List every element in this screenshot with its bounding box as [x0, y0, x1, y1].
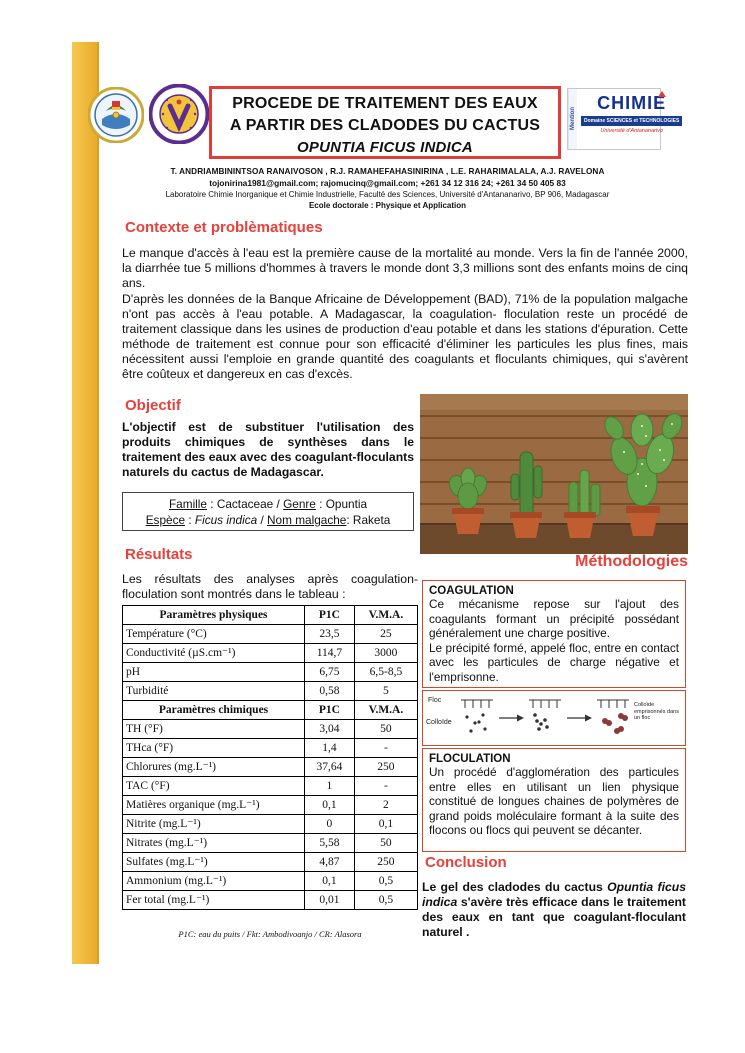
col-header-p1c: P1C — [305, 606, 355, 625]
laboratory-line: Laboratoire Chimie Inorganique et Chimie Industrielle, Faculté des Sciences, Université d'Antananarivo, BP 906, Madagascar — [165, 190, 610, 199]
conclusion-part-1: Le gel des cladodes du cactus — [422, 880, 608, 894]
conclusion-species-name: Opuntia ficus indica — [422, 880, 686, 909]
table-row — [123, 758, 418, 777]
table-row — [123, 644, 418, 663]
coagulation-text-2: Le précipité formé, appelé floc, entre en contact avec les particules de charge négative et l'emprisonne. — [429, 640, 679, 684]
param-cell: Fer total (mg.L⁻¹) — [123, 891, 305, 910]
value-cell: 50 — [354, 720, 417, 739]
param-cell: pH — [123, 663, 305, 682]
faculty-emblem-icon — [149, 84, 209, 144]
section-heading-contexte: Contexte et problèmatiques — [125, 219, 323, 236]
taxonomy-famille-label: Famille — [168, 497, 207, 511]
section-title-cell: Paramètres chimiques — [123, 701, 305, 720]
conclusion-text — [422, 880, 686, 940]
value-cell: 0 — [305, 815, 355, 834]
value-cell: 37,64 — [305, 758, 355, 777]
table-row — [123, 739, 418, 758]
param-cell: Turbidité — [123, 682, 305, 701]
taxonomy-espece-sep: : — [185, 513, 195, 527]
table-section-header — [123, 606, 418, 625]
section-title-cell: Paramètres physiques — [123, 606, 305, 625]
chimie-logo-main — [577, 89, 685, 149]
col-header-p1c: P1C — [305, 701, 355, 720]
param-cell: Conductivité (µS.cm⁻¹) — [123, 644, 305, 663]
section-heading-resultats: Résultats — [125, 546, 193, 563]
taxonomy-box — [122, 492, 414, 531]
contexte-paragraph-2: D'après les données de la Banque Africaine de Développement (BAD), 71% de la population malgache n'ont pas accès à l'eau potable. A Madagascar, la coagulation- floculation reste un procédé de traitement classique dans les usines de production d'eau potable et dans les stations d'épuration. Cette méthode de traitement est connue pour son efficacité d'éliminer les particules les plus fines, mais nécessitent aussi l'emploie en grande quantité des coagulants et floculants chimiques, qui s'avèrent être coûteux et dangereux en cas d'excès. — [122, 292, 688, 381]
taxonomy-genre-value: : Opuntia — [315, 497, 368, 511]
table-row — [123, 663, 418, 682]
title-line-2: A PARTIR DES CLADODES DU CACTUS — [229, 117, 541, 134]
chimie-domain-label: Domaine SCIENCES et TECHNOLOGIES — [581, 116, 682, 126]
coagulation-text-1: Ce mécanisme repose sur l'ajout des coagulants formant un précipité possédant généralement une charge positive. — [429, 597, 679, 641]
taxonomy-espece-mid: / — [257, 513, 268, 527]
poster-title-box — [209, 86, 561, 159]
value-cell: 0,5 — [354, 872, 417, 891]
param-cell: TH (°F) — [123, 720, 305, 739]
table-row — [123, 815, 418, 834]
taxonomy-nom-label: Nom malgache — [267, 513, 347, 527]
value-cell: - — [354, 777, 417, 796]
value-cell: 0,1 — [305, 872, 355, 891]
taxonomy-nom-value: : Raketa — [346, 513, 391, 527]
value-cell: 1,4 — [305, 739, 355, 758]
value-cell: 4,87 — [305, 853, 355, 872]
chimie-logo — [567, 88, 680, 150]
floculation-text: Un procédé d'agglomération des particules entre elles en utilisant un lien physique constitué de longues chaines de polymères de grand poids moléculaire formant à la suite des flocons ou flocs qui peuvent se décanter. — [429, 765, 679, 838]
param-cell: Matières organique (mg.L⁻¹) — [123, 796, 305, 815]
table-row — [123, 872, 418, 891]
chimie-mention-label: Mention — [568, 89, 577, 149]
doctoral-school-line: Ecole doctorale : Physique et Application — [308, 201, 467, 210]
contact-line: tojonirina1981@gmail.com; rajomucinq@gmail.com; +261 34 12 316 24; +261 34 50 405 83 — [209, 178, 566, 188]
param-cell: Chlorures (mg.L⁻¹) — [123, 758, 305, 777]
coagulation-diagram — [422, 690, 686, 746]
table-row — [123, 720, 418, 739]
value-cell: 3000 — [354, 644, 417, 663]
table-section-header — [123, 701, 418, 720]
taxonomy-famille-value: : Cactaceae / — [207, 497, 284, 511]
table-row — [123, 625, 418, 644]
value-cell: 3,04 — [305, 720, 355, 739]
section-heading-conclusion: Conclusion — [425, 854, 507, 871]
table-footnote: P1C: eau du puits / Fkt: Ambodivoanjo / CR: Alasora — [178, 929, 362, 939]
table-row — [123, 891, 418, 910]
table-row — [123, 682, 418, 701]
section-heading-methodologies: Méthodologies — [575, 553, 688, 570]
col-header-vma: V.M.A. — [354, 701, 417, 720]
value-cell: 0,1 — [354, 815, 417, 834]
section-heading-objectif: Objectif — [125, 397, 181, 414]
coagulation-title: COAGULATION — [429, 585, 514, 597]
conclusion-part-2: s'avère très efficace dans le traitement des eaux en tant que coagulant-floculant naturel . — [422, 895, 686, 939]
param-cell: TAC (°F) — [123, 777, 305, 796]
floculation-title: FLOCULATION — [429, 753, 511, 765]
university-seal-icon — [88, 87, 144, 143]
floculation-box — [422, 748, 686, 852]
coagulation-box — [422, 580, 686, 688]
param-cell: Sulfates (mg.L⁻¹) — [123, 853, 305, 872]
param-cell: Température (°C) — [123, 625, 305, 644]
value-cell: 0,01 — [305, 891, 355, 910]
value-cell: 5 — [354, 682, 417, 701]
taxonomy-espece-label: Espèce — [145, 513, 186, 527]
value-cell: 114,7 — [305, 644, 355, 663]
value-cell: 250 — [354, 853, 417, 872]
resultats-intro: Les résultats des analyses après coagulation-floculation sont montrés dans le tableau : — [122, 572, 418, 601]
diagram-caption: Colloïde emprisonnés dans un floc — [634, 702, 679, 722]
value-cell: 6,5-8,5 — [354, 663, 417, 682]
diagram-label-floc: Floc — [428, 697, 442, 704]
value-cell: 5,58 — [305, 834, 355, 853]
value-cell: 23,5 — [305, 625, 355, 644]
table-row — [123, 777, 418, 796]
value-cell: 50 — [354, 834, 417, 853]
value-cell: 6,75 — [305, 663, 355, 682]
title-line-1: PROCEDE DE TRAITEMENT DES EAUX — [232, 95, 538, 112]
value-cell: - — [354, 739, 417, 758]
objectif-text: L'objectif est de substituer l'utilisation des produits chimiques de synthèses dans le traitement des eaux avec des coagulant-floculants naturels du cactus de Madagascar. — [122, 420, 414, 479]
taxonomy-espece-name: Ficus indica — [194, 513, 258, 527]
table-row — [123, 834, 418, 853]
diagram-label-colloide: Colloïde — [426, 719, 452, 726]
chimie-university-label: Université d'Antananarivo — [600, 128, 663, 134]
param-cell: Ammonium (mg.L⁻¹) — [123, 872, 305, 891]
authors-line: T. ANDRIAMBININTSOA RANAIVOSON , R.J. RAMAHEFAHASINIRINA , L.E. RAHARIMALALA, A.J. RAVELONA — [170, 167, 605, 176]
value-cell: 250 — [354, 758, 417, 777]
table-row — [123, 853, 418, 872]
table-row — [123, 796, 418, 815]
taxonomy-line-2 — [123, 512, 413, 528]
value-cell: 25 — [354, 625, 417, 644]
value-cell: 1 — [305, 777, 355, 796]
col-header-vma: V.M.A. — [354, 606, 417, 625]
param-cell: THca (°F) — [123, 739, 305, 758]
chimie-wordmark: CHIMIE — [597, 93, 667, 113]
value-cell: 0,5 — [354, 891, 417, 910]
contexte-paragraph-1: Le manque d'accès à l'eau est la première cause de la mortalité au monde. Vers la fin de l'année 2000, la diarrhée tue 5 millions d'hommes à travers le monde dont 3,3 millions sont des enfants moins de cinq ans. — [122, 246, 688, 290]
value-cell: 0,58 — [305, 682, 355, 701]
taxonomy-genre-label: Genre — [283, 497, 316, 511]
value-cell: 2 — [354, 796, 417, 815]
value-cell: 0,1 — [305, 796, 355, 815]
param-cell: Nitrite (mg.L⁻¹) — [123, 815, 305, 834]
param-cell: Nitrates (mg.L⁻¹) — [123, 834, 305, 853]
gold-stripe — [72, 42, 99, 964]
taxonomy-line-1 — [123, 496, 413, 512]
results-table — [122, 605, 418, 910]
title-line-3: OPUNTIA FICUS INDICA — [297, 139, 473, 156]
cactus-photo — [420, 394, 688, 554]
